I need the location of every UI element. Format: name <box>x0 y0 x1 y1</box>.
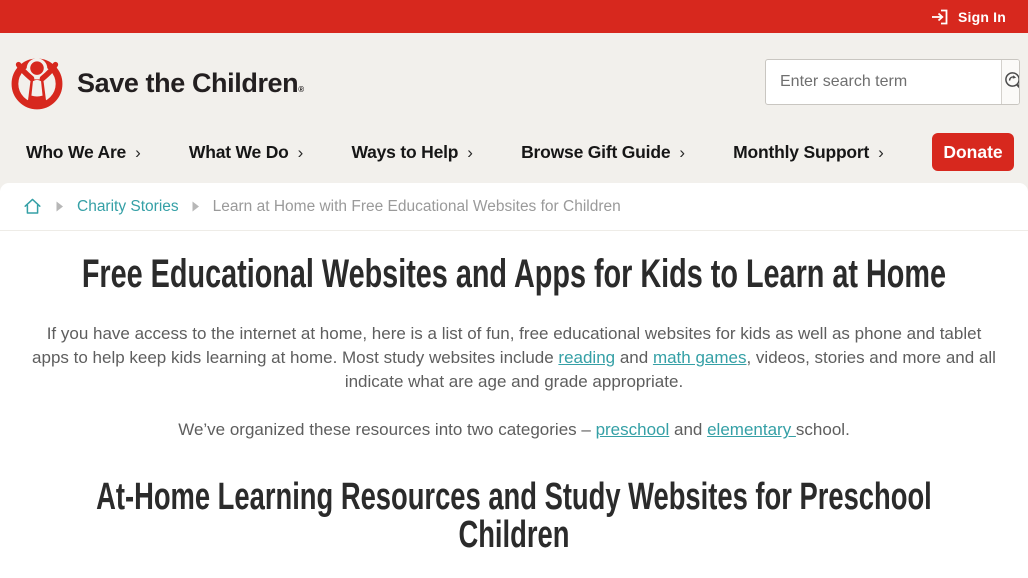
nav-label: Monthly Support <box>733 141 870 162</box>
home-icon[interactable] <box>22 196 43 217</box>
intro-text: and <box>615 347 653 367</box>
chevron-right-icon: › <box>878 142 884 162</box>
reading-link[interactable]: reading <box>558 347 616 367</box>
donate-button[interactable]: Donate <box>932 133 1014 171</box>
page-content-card <box>0 183 1028 578</box>
breadcrumb <box>0 183 1028 231</box>
categories-paragraph <box>27 418 1001 442</box>
site-header <box>0 33 1028 191</box>
chevron-right-icon: › <box>679 142 686 162</box>
breadcrumb-chevron-icon <box>56 201 64 212</box>
nav-item-monthly-support[interactable] <box>733 142 884 163</box>
top-utility-bar <box>0 0 1028 33</box>
logo-mark-icon <box>10 56 64 110</box>
nav-item-who-we-are[interactable] <box>26 142 141 163</box>
nav-label: Browse Gift Guide <box>521 141 671 162</box>
intro-text: , videos, stories and more and all indicate what are age and grade appropriate. <box>344 347 996 392</box>
nav-item-browse-gift-guide[interactable] <box>521 142 685 163</box>
search-button[interactable] <box>1001 60 1020 104</box>
preschool-section-title: At-Home Learning Resources and Study Websites for Preschool Children <box>96 476 932 557</box>
search-box <box>765 59 1020 105</box>
chevron-right-icon: › <box>467 142 473 162</box>
logo-wordmark: Save the Children® <box>77 67 304 98</box>
nav-item-ways-to-help[interactable] <box>351 142 473 163</box>
nav-item-what-we-do[interactable] <box>189 142 303 163</box>
breadcrumb-current-page: Learn at Home with Free Educational Websites for Children <box>212 197 621 215</box>
search-icon <box>1002 70 1020 94</box>
sign-in-icon <box>929 7 950 27</box>
breadcrumb-chevron-icon <box>192 201 200 212</box>
sign-in-button[interactable] <box>929 7 1006 27</box>
preschool-link[interactable]: preschool <box>595 420 670 440</box>
search-input[interactable] <box>766 60 1001 104</box>
math-games-link[interactable]: math games <box>652 347 747 367</box>
categories-text: and <box>669 420 708 440</box>
intro-text: If you have access to the internet at home, here is a list of fun, free educational websites for kids as well as phone and tablet apps to help keep kids learning at home. Most study websites include <box>32 323 982 367</box>
page-title: Free Educational Websites and Apps for Kids to Learn at Home <box>81 252 947 296</box>
registered-mark: ® <box>298 84 304 94</box>
nav-label: Ways to Help <box>351 141 459 162</box>
save-the-children-logo[interactable] <box>10 56 304 110</box>
sign-in-label: Sign In <box>957 8 1006 25</box>
article-body <box>0 252 1028 557</box>
intro-paragraph <box>27 322 1001 394</box>
nav-label: Who We Are <box>26 141 127 162</box>
categories-text: school. <box>795 420 850 440</box>
nav-label: What We Do <box>188 141 289 162</box>
primary-nav <box>0 132 1028 172</box>
elementary-link[interactable]: elementary <box>707 420 796 440</box>
breadcrumb-link-charity-stories[interactable]: Charity Stories <box>77 197 179 215</box>
categories-text: We’ve organized these resources into two categories – <box>178 420 596 440</box>
chevron-right-icon: › <box>297 142 304 162</box>
chevron-right-icon: › <box>135 142 141 162</box>
